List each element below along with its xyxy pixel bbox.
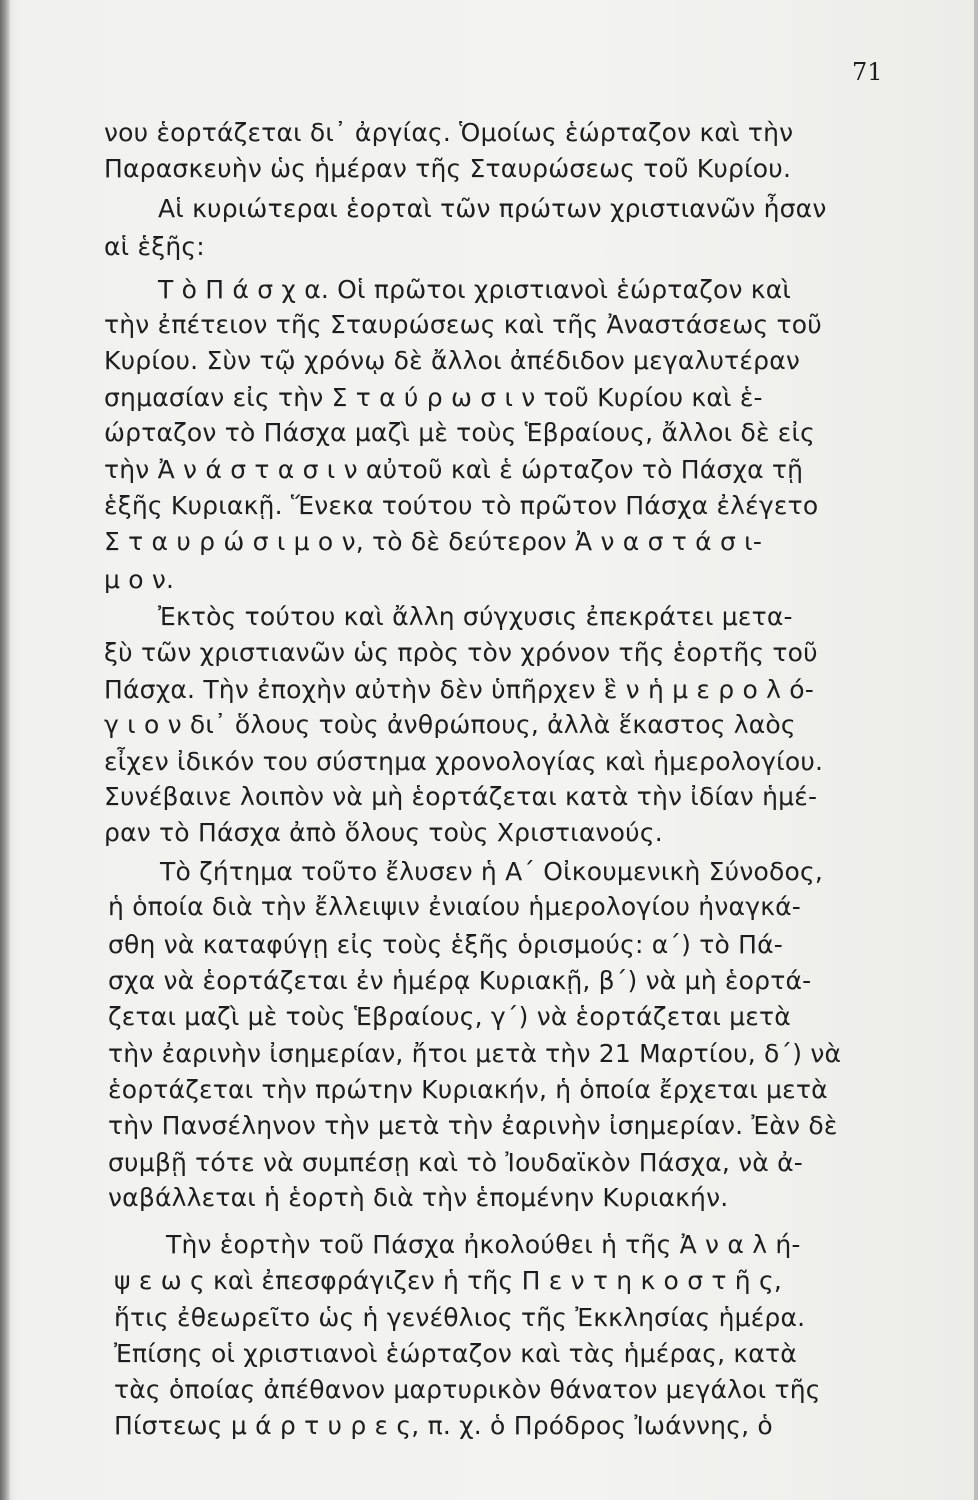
text-line: ψ ε ω ς καὶ ἐπεσφράγιζεν ἡ τῆς Π ε ν τ η κ ο σ τ ῆ ς, <box>114 1266 782 1295</box>
text-line: ναβάλλεται ἡ ἑορτὴ διὰ τὴν ἑπομένην Κυριακήν. <box>108 1183 729 1212</box>
text-line: σημασίαν εἰς τὴν Σ τ α ύ ρ ω σ ι ν τοῦ Κυρίου καὶ ἑ- <box>104 383 763 412</box>
text-line: Ἐκτὸς τούτου καὶ ἄλλη σύγχυσις ἐπεκράτει μετα- <box>158 602 793 631</box>
text-line: τὴν Ἀ ν ά σ τ α σ ι ν αὐτοῦ καὶ ἑ ώρταζον τὸ Πάσχα τῇ <box>104 455 804 484</box>
text-line: Παρασκευὴν ὡς ἡμέραν τῆς Σταυρώσεως τοῦ Κυρίου. <box>104 154 792 183</box>
text-line: σθη νὰ καταφύγῃ εἰς τοὺς ἑξῆς ὁρισμούς: α΄) τὸ Πά- <box>108 930 784 959</box>
text-line: μ ο ν. <box>104 565 175 594</box>
text-line: εἶχεν ἰδικόν του σύστημα χρονολογίας καὶ ἡμερολογίου. <box>104 747 824 776</box>
text-line: γ ι ο ν δι᾽ ὅλους τοὺς ἀνθρώπους, ἀλλὰ ἕκαστος λαὸς <box>104 710 796 739</box>
page-number: 71 <box>852 58 883 86</box>
text-line: σχα νὰ ἑορτάζεται ἐν ἡμέρᾳ Κυριακῇ, β΄) νὰ μὴ ἑορτά- <box>108 966 812 995</box>
text-line: ζεται μαζὶ μὲ τοὺς Ἑβραίους, γ΄) νὰ ἑορτάζεται μετὰ <box>108 1002 791 1031</box>
text-line: νου ἑορτάζεται δι᾽ ἀργίας. Ὁμοίως ἑώρταζον καὶ τὴν <box>104 118 794 147</box>
text-line: Συνέβαινε λοιπὸν νὰ μὴ ἑορτάζεται κατὰ τὴν ἰδίαν ἡμέ- <box>104 782 818 811</box>
text-line: Τὴν ἑορτὴν τοῦ Πάσχα ἠκολούθει ἡ τῆς Ἀ ν α λ ή- <box>166 1230 801 1259</box>
text-line: τὰς ὁποίας ἀπέθανον μαρτυρικὸν θάνατον μεγάλοι τῆς <box>114 1375 821 1404</box>
text-line: αἱ ἑξῆς: <box>104 232 205 261</box>
text-line: ώρταζον τὸ Πάσχα μαζὶ μὲ τοὺς Ἑβραίους, ἄλλοι δὲ εἰς <box>104 418 816 447</box>
text-line: τὴν Πανσέληνον τὴν μετὰ τὴν ἐαρινὴν ἰσημερίαν. Ἐὰν δὲ <box>108 1111 838 1140</box>
text-line: Σ τ α υ ρ ώ σ ι μ ο ν, τὸ δὲ δεύτερον Ἀ ν α σ τ ά σ ι- <box>104 527 763 556</box>
text-line: Τὸ ζήτημα τοῦτο ἔλυσεν ἡ Α΄ Οἰκουμενικὴ Σύνοδος, <box>160 857 824 886</box>
text-line: Πάσχα. Τὴν ἐποχὴν αὐτὴν δὲν ὑπῆρχεν ἓ ν ἡ μ ε ρ ο λ ό- <box>104 675 814 704</box>
text-line: συμβῇ τότε νὰ συμπέσῃ καὶ τὸ Ἰουδαϊκὸν Πάσχα, νὰ ἀ- <box>108 1148 804 1177</box>
text-line: τὴν ἐπέτειον τῆς Σταυρώσεως καὶ τῆς Ἀναστάσεως τοῦ <box>104 310 822 339</box>
text-line: ἑορτάζεται τὴν πρώτην Κυριακήν, ἡ ὁποία ἔρχεται μετὰ <box>108 1075 828 1104</box>
text-line: Κυρίου. Σὺν τῷ χρόνῳ δὲ ἄλλοι ἀπέδιδον μεγαλυτέραν <box>104 346 801 375</box>
text-line: ἡ ὁποία διὰ τὴν ἔλλειψιν ἐνιαίου ἡμερολογίου ἠναγκά- <box>108 892 802 921</box>
text-line: Πίστεως μ ά ρ τ υ ρ ε ς, π. χ. ὁ Πρόδρος Ἰωάννης, ὁ <box>114 1411 773 1440</box>
text-line: τὴν ἐαρινὴν ἰσημερίαν, ἤτοι μετὰ τὴν 21 Μαρτίου, δ΄) νὰ <box>108 1039 842 1068</box>
text-line: Αἱ κυριώτεραι ἑορταὶ τῶν πρώτων χριστιανῶν ἦσαν <box>158 194 827 223</box>
text-line: ξὺ τῶν χριστιανῶν ὡς πρὸς τὸν χρόνον τῆς ἑορτῆς τοῦ <box>104 638 818 667</box>
text-line: Ἐπίσης οἱ χριστιανοὶ ἑώρταζον καὶ τὰς ἡμέρας, κατὰ <box>114 1339 797 1368</box>
text-line: ἥτις ἐθεωρεῖτο ὡς ἡ γενέθλιος τῆς Ἐκκλησίας ἡμέρα. <box>114 1303 806 1332</box>
text-line: Τ ὸ Π ά σ χ α. Οἱ πρῶτοι χριστιανοὶ ἑώρταζον καὶ <box>158 275 792 304</box>
text-line: ραν τὸ Πάσχα ἀπὸ ὅλους τοὺς Χριστιανούς. <box>104 818 663 847</box>
text-line: ἑξῆς Κυριακῇ. Ἕνεκα τούτου τὸ πρῶτον Πάσχα ἐλέγετο <box>104 491 819 520</box>
